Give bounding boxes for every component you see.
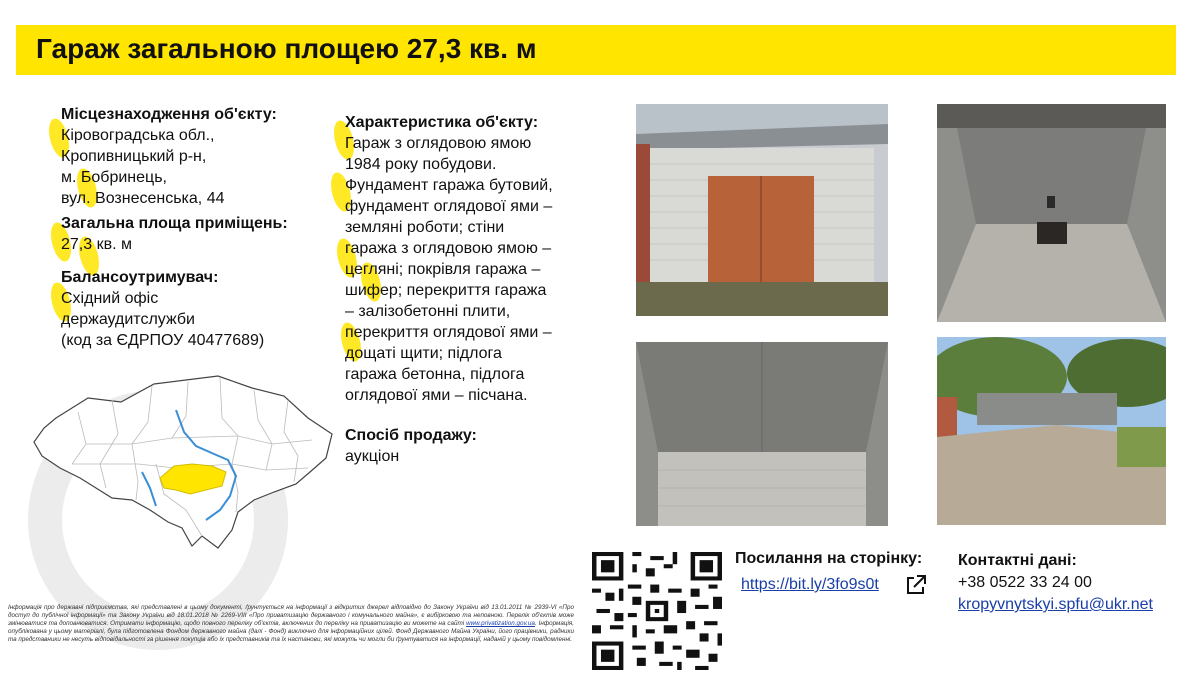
characteristics-line: 1984 року побудови.: [345, 156, 497, 173]
title-banner: [16, 25, 1176, 75]
holder-line: Східний офіс: [61, 290, 159, 307]
contact-email-link[interactable]: kropyvnytskyi.spfu@ukr.net: [958, 596, 1153, 613]
characteristics-line: гаража з оглядовою ямою –: [345, 240, 552, 257]
characteristics-line: гаража бетонна, підлога: [345, 366, 525, 383]
characteristics-column: [345, 112, 580, 467]
sale-value: аукціон: [345, 448, 400, 465]
characteristics-line: – залізобетонні плити,: [345, 303, 511, 320]
characteristics-line: фундамент оглядової ями –: [345, 198, 553, 215]
area-value: 27,3 кв. м: [61, 236, 132, 253]
location-line: м. Бобринець,: [61, 169, 167, 186]
holder-line: (код за ЄДРПОУ 40477689): [61, 332, 265, 349]
link-heading: Посилання на сторінку:: [735, 550, 923, 567]
external-link-icon[interactable]: [905, 574, 927, 596]
garage-interior-image: [937, 104, 1166, 322]
area-heading: Загальна площа приміщень:: [61, 215, 288, 232]
ukraine-map: [26, 360, 338, 560]
page-link[interactable]: https://bit.ly/3fo9s0t: [741, 576, 879, 593]
characteristics-line: шифер; перекриття гаража: [345, 282, 547, 299]
garage-exterior-image: [636, 104, 888, 316]
holder-line: держаудитслужби: [61, 311, 195, 328]
location-line: вул. Вознесенська, 44: [61, 190, 225, 207]
disclaimer: [8, 604, 574, 644]
qr-code[interactable]: [592, 552, 722, 670]
page-title: Гараж загальною площею 27,3 кв. м: [36, 33, 537, 64]
characteristics-line: оглядової ями – пісчана.: [345, 387, 528, 404]
characteristics-line: Фундамент гаража бутовий,: [345, 177, 553, 194]
country-outline: [34, 376, 332, 548]
location-heading: Місцезнаходження об'єкту:: [61, 106, 277, 123]
characteristics-line: цегляні; покрівля гаража –: [345, 261, 541, 278]
photo-garage-exterior: [636, 104, 888, 316]
characteristics-line: перекриття оглядової ями –: [345, 324, 552, 341]
contact-phone: +38 0522 33 24 00: [958, 574, 1092, 591]
location-line: Кропивницький р-н,: [61, 148, 207, 165]
sale-heading: Спосіб продажу:: [345, 427, 477, 444]
photo-garage-ceiling: [636, 342, 888, 526]
contacts-heading: Контактні дані:: [958, 552, 1077, 569]
disclaimer-text: Інформація про державні підприємства, які представлені в цьому документі, ґрунтується на інформації з відкритих джерел відповідно до Закону України від 13.01.2011 № 2939-VI «Про доступ до публічної інформації» та Закону України від 18.01.2018 № 2269-VIII «Про приватизацію державного і комунального майна», є вибірковою та неповною. Перелік об'єктів може змінюватися та доповнюватися. Отримати інформацію, щодо повного переліку об'єктів, включених до переліку на приватизацію ви можете на сайті: [8, 604, 574, 627]
disclaimer-text: . Інформація, опублікована у цьому матеріалі, була підготовлена Фондом державного майна (далі - Фонд) виключно для інформаційних цілей. Фонд Державного Майна України, його працівники, радники та представники не несуть відповідальності за рішення покупців або їх представників та їх настанови, які можуть чи могли би ґрунтуватися на інформації, наданій у цьому повідомленні.: [8, 620, 574, 643]
garage-yard-image: [937, 337, 1166, 525]
characteristics-line: земляні роботи; стіни: [345, 219, 505, 236]
object-info-column: [61, 104, 331, 351]
photo-garage-yard: [937, 337, 1166, 525]
characteristics-heading: Характеристика об'єкту:: [345, 114, 539, 131]
characteristics-line: Гараж з оглядовою ямою: [345, 135, 532, 152]
privatization-site-link[interactable]: www.privatization.gov.ua: [466, 620, 535, 627]
holder-heading: Балансоутримувач:: [61, 269, 219, 286]
photo-garage-interior: [937, 104, 1166, 322]
garage-ceiling-image: [636, 342, 888, 526]
location-line: Кіровоградська обл.,: [61, 127, 215, 144]
characteristics-line: дощаті щити; підлога: [345, 345, 502, 362]
